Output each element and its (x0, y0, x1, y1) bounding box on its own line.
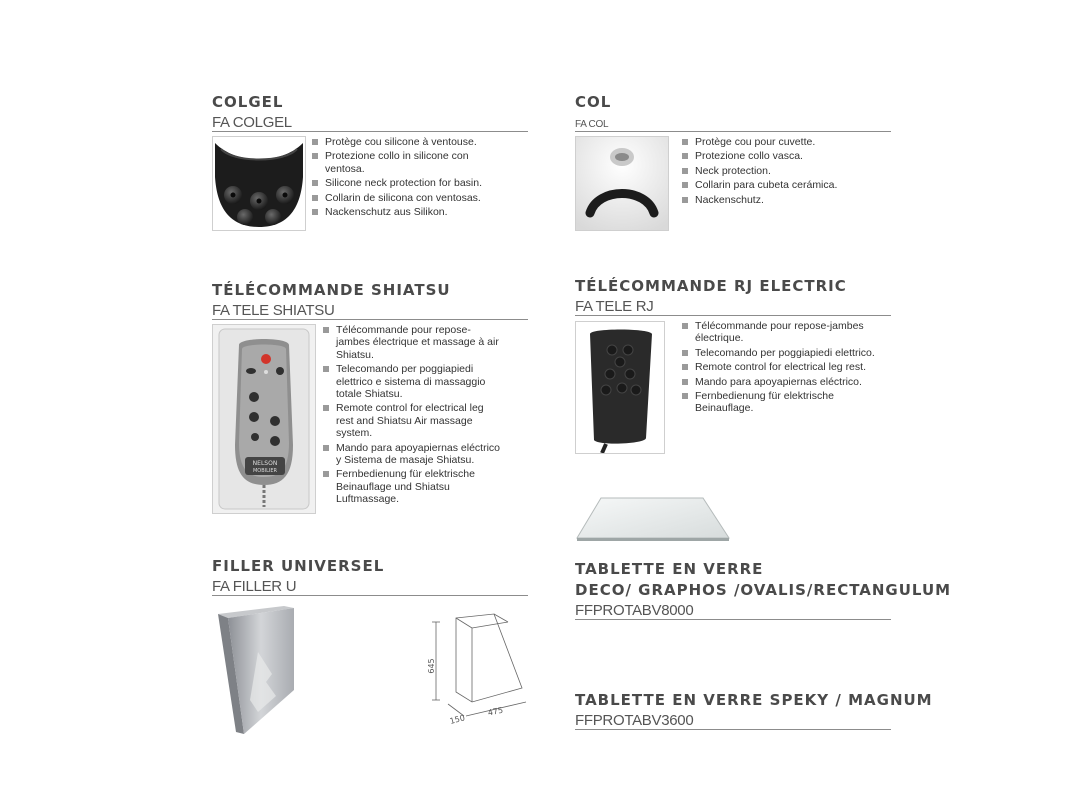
list-item: Mando para apoyapiernas eléctrico y Sistema de masaje Shiatsu. (322, 442, 502, 467)
tele-rj-divider (575, 315, 891, 316)
list-item: Télécommande pour repose-jambes électrique. (681, 320, 881, 345)
tele-shiatsu-title: TÉLÉCOMMANDE SHIATSU (212, 281, 451, 299)
list-item: Remote control for electrical leg rest and Shiatsu Air massage system. (322, 402, 502, 439)
tele-rj-product-image (575, 321, 665, 454)
colgel-divider (212, 131, 528, 132)
colgel-feature-list (311, 136, 501, 220)
remote-brand-line2: MOBILIER (252, 468, 278, 474)
tele-shiatsu-code: FA TELE SHIATSU (212, 302, 335, 319)
list-item: Telecomando per poggiapiedi elettrico e sistema di massaggio totale Shiatsu. (322, 363, 502, 400)
tablette-speky-divider (575, 729, 891, 730)
tablette-deco-title-line2: DECO/ GRAPHOS /OVALIS/RECTANGULUM (575, 581, 952, 599)
tele-shiatsu-feature-list (322, 324, 502, 508)
dimension-depth-label: 150 (448, 713, 466, 726)
list-item: Remote control for electrical leg rest. (681, 361, 881, 373)
colgel-code: FA COLGEL (212, 114, 292, 131)
col-product-image (575, 136, 669, 231)
tele-shiatsu-divider (212, 319, 528, 320)
filler-dimension-drawing (418, 604, 538, 728)
tablette-deco-divider (575, 619, 891, 620)
colgel-title: COLGEL (212, 93, 284, 111)
list-item: Mando para apoyapiernas eléctrico. (681, 376, 881, 388)
col-divider (575, 131, 891, 132)
tele-rj-code: FA TELE RJ (575, 298, 654, 315)
list-item: Protezione collo vasca. (681, 150, 881, 162)
list-item: Collarin para cubeta cerámica. (681, 179, 881, 191)
filler-divider (212, 595, 528, 596)
filler-title: FILLER UNIVERSEL (212, 557, 385, 575)
col-feature-list (681, 136, 881, 208)
tablette-deco-code: FFPROTABV8000 (575, 602, 694, 619)
list-item: Télécommande pour repose-jambes électrique et massage à air Shiatsu. (322, 324, 502, 361)
tele-rj-title: TÉLÉCOMMANDE RJ ELECTRIC (575, 277, 847, 295)
filler-code: FA FILLER U (212, 578, 297, 595)
list-item: Protezione collo in silicone con ventosa. (311, 150, 501, 175)
remote-brand-line1: NELSON (252, 460, 278, 467)
list-item: Protège cou silicone à ventouse. (311, 136, 501, 148)
col-title: COL (575, 93, 612, 111)
list-item: Nackenschutz aus Silikon. (311, 206, 501, 218)
list-item: Nackenschutz. (681, 194, 881, 206)
tablette-speky-code: FFPROTABV3600 (575, 712, 694, 729)
tele-rj-feature-list (681, 320, 881, 417)
list-item: Silicone neck protection for basin. (311, 177, 501, 189)
list-item: Fernbedienung für elektrische Beinauflage. (681, 390, 881, 415)
tablette-deco-title-line1: TABLETTE EN VERRE (575, 560, 764, 578)
colgel-product-image (212, 136, 306, 231)
tele-shiatsu-product-image (212, 324, 316, 514)
dimension-width-label: 475 (487, 705, 504, 718)
list-item: Collarin de silicona con ventosas. (311, 192, 501, 204)
glass-shelf-image (575, 496, 731, 546)
list-item: Neck protection. (681, 165, 881, 177)
list-item: Telecomando per poggiapiedi elettrico. (681, 347, 881, 359)
filler-product-image (214, 604, 300, 736)
dimension-height-label: 645 (427, 658, 436, 674)
list-item: Fernbedienung für elektrische Beinauflage und Shiatsu Luftmassage. (322, 468, 502, 505)
list-item: Protège cou pour cuvette. (681, 136, 881, 148)
tablette-speky-title: TABLETTE EN VERRE SPEKY / MAGNUM (575, 691, 933, 709)
col-code: FA COL (575, 119, 609, 130)
